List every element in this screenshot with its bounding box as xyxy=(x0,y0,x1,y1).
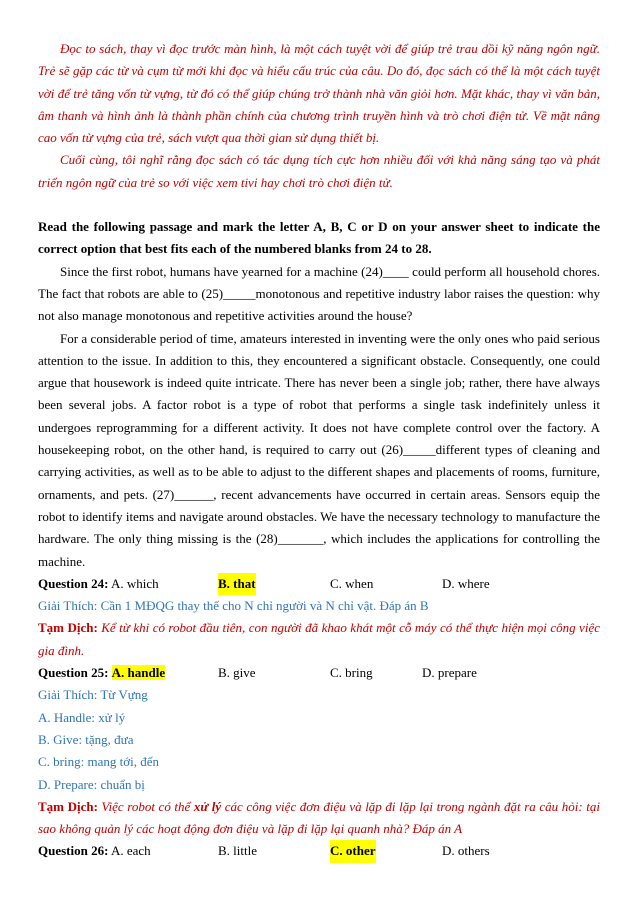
option-a-answer: A. handle xyxy=(111,665,166,681)
question-label: Question 25: xyxy=(38,665,109,681)
document-page xyxy=(38,38,600,863)
question-25-options xyxy=(38,662,600,684)
passage-paragraph-1: Since the first robot, humans have yearned for a machine (24)____ could perform all household chores. The fact that robots are able to (25)_____monotonous and repetitive industry labor raises the question: why not also manage monotonous and repetitive activities around the house? xyxy=(38,263,600,324)
option-b: B. little xyxy=(218,843,257,859)
question-label: Question 26: xyxy=(38,843,109,859)
translation-text-2: các công việc đơn điệu và lặp đi lặp lại trong ngành đặt ra câu hỏi: tại sao không quản lý các hoạt động đơn điệu và lặp đi lặp lại quanh nhà? Đáp án A xyxy=(38,798,601,837)
question-24-translation xyxy=(38,617,600,662)
option-d: D. others xyxy=(442,843,490,859)
question-26-label xyxy=(38,840,151,862)
question-25-explanation-title: Giải Thích: Từ Vựng xyxy=(38,687,148,703)
question-25-translation xyxy=(38,796,600,841)
instruction: Read the following passage and mark the letter A, B, C or D on your answer sheet to indicate the correct option that best fits each of the numbered blanks from 24 to 28. xyxy=(38,219,600,257)
vocab-c: C. bring: mang tới, đến xyxy=(38,754,159,770)
option-b-answer: B. that xyxy=(218,573,256,595)
question-24-explanation: Giải Thích: Cần 1 MĐQG thay thế cho N chỉ người và N chỉ vật. Đáp án B xyxy=(38,598,429,614)
option-a: A. each xyxy=(110,843,151,859)
option-c: C. when xyxy=(330,575,374,591)
translation-text: Kể từ khi có robot đầu tiên, con người đã khao khát một cỗ máy có thể thực hiện mọi công việc gia đình. xyxy=(38,620,600,658)
vocab-b: B. Give: tặng, đưa xyxy=(38,731,134,747)
question-label: Question 24: xyxy=(38,575,109,591)
translation-label: Tạm Dịch: xyxy=(38,798,98,814)
vocab-a: A. Handle: xử lý xyxy=(38,709,126,725)
intro-paragraph-1: Đọc to sách, thay vì đọc trước màn hình, là một cách tuyệt vời để giúp trẻ trau dồi kỹ năng ngôn ngữ. Trẻ sẽ gặp các từ và cụm từ mới khi đọc và hiểu cấu trúc của câu. Do đó, đọc sách có thể là một cách tuyệt vời để trẻ tăng vốn từ vựng, từ đó có thể giúp chúng trở thành nhà văn giỏi hơn. Mặt khác, thay vì văn bản, âm thanh và hình ảnh là thành phần chính của chương trình truyền hình và trò chơi điện tử. Về mặt nâng cao vốn từ vựng của trẻ, sách vượt qua thời gian sử dụng thiết bị. xyxy=(38,41,600,146)
question-25-label xyxy=(38,662,165,684)
option-d: D. prepare xyxy=(422,665,477,681)
question-24-options xyxy=(38,573,600,595)
question-26-options xyxy=(38,840,600,862)
translation-label: Tạm Dịch: xyxy=(38,620,98,636)
vocab-d: D. Prepare: chuẩn bị xyxy=(38,776,145,792)
option-c: C. bring xyxy=(330,665,373,681)
option-a: A. which xyxy=(110,575,159,591)
option-d: D. where xyxy=(442,575,490,591)
spacer xyxy=(38,194,600,216)
passage-paragraph-2: For a considerable period of time, amateurs interested in inventing were the only ones who paid serious attention to the issue. In addition to this, they encountered a significant obstacle. Consequently, one could argue that housework is indeed quite intricate. There has never been a single job; rather, there have always been several jobs. A factor robot is a type of robot that performs a single task indefinitely unless it undergoes reprogramming for a different activity. It does not have complete control over the factory. A housekeeping robot, on the other hand, is required to carry out (26)_____different types of cleaning and carrying activities, as well as to be able to adjust to the different shapes and placements of rooms, furniture, ornaments, and pets. (27)______, recent advancements have occurred in certain areas. Sensors equip the robot to identify items and navigate around obstacles. We have the necessary technology to manufacture the hardware. The only thing missing is the (28)_______, which includes the applications for controlling the machine. xyxy=(38,330,600,569)
translation-text-bold: xử lý xyxy=(193,798,222,814)
option-c-answer: C. other xyxy=(330,840,376,862)
option-b: B. give xyxy=(218,665,256,681)
translation-text-1: Việc robot có thể xyxy=(101,798,194,814)
intro-paragraph-2: Cuối cùng, tôi nghĩ rằng đọc sách có tác dụng tích cực hơn nhiều đối với khả năng sáng tạo và phát triển ngôn ngữ của trẻ so với việc xem tivi hay chơi trò chơi điện tử. xyxy=(38,152,600,190)
question-24-label xyxy=(38,573,159,595)
